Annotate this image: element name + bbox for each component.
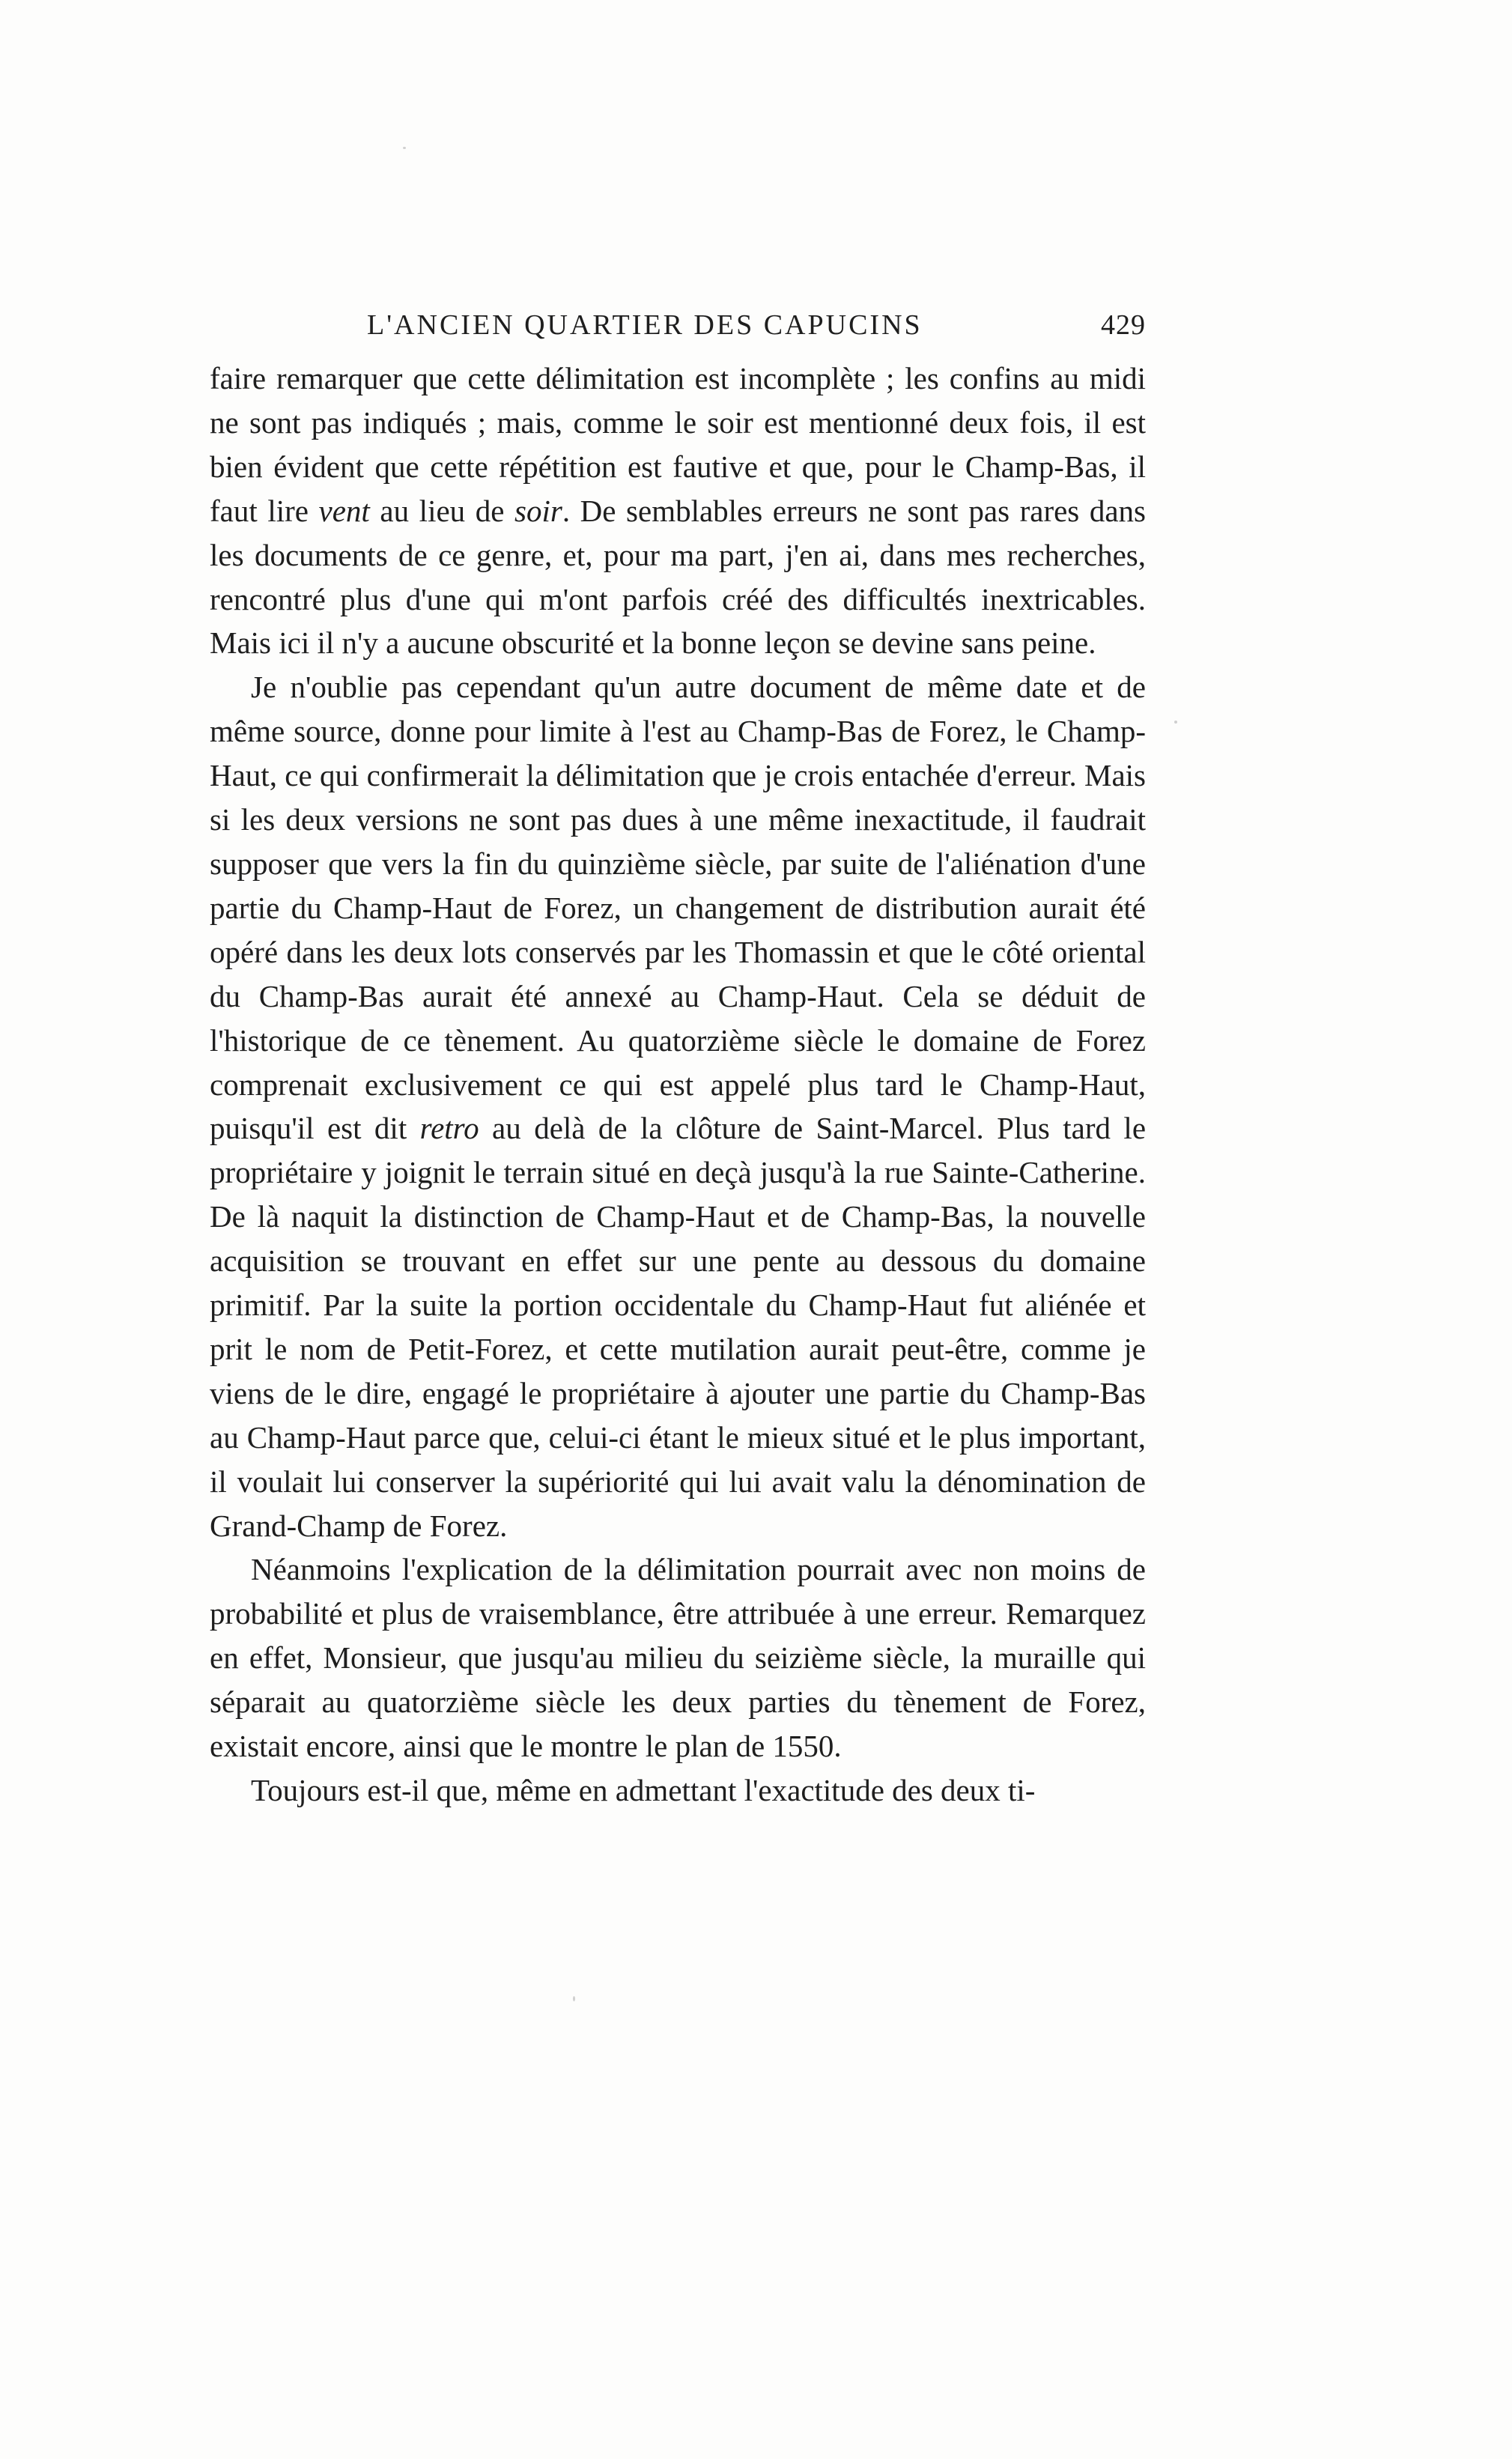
italic-word-retro: retro [419, 1111, 479, 1146]
paragraph-1 [210, 357, 1146, 665]
paragraph-1-part-3: . De semblables erreurs ne sont pas rares dans les documents de ce genre, et, pour ma part, j'en ai, dans mes recherches, rencontré plus d'une qui m'ont parfois créé des difficultés inextricables. Mais ici il n'y a aucune obscurité et la bonne leçon se devine sans peine. [210, 493, 1146, 661]
paragraph-2-part-2: au delà de la clôture de Saint-Marcel. Plus tard le propriétaire y joignit le terrain situé en deçà jusqu'à la rue Sainte-Catherine. De là naquit la distinction de Champ-Haut et de Champ-Bas, la nouvelle acquisition se trouvant en effet sur une pente au dessous du domaine primitif. Par la suite la portion occidentale du Champ-Haut fut aliénée et prit le nom de Petit-Forez, et cette mutilation aurait peut-être, comme je viens de le dire, engagé le propriétaire à ajouter une partie du Champ-Bas au Champ-Haut parce que, celui-ci étant le mieux situé et le plus important, il voulait lui conserver la supériorité qui lui avait valu la dénomination de Grand-Champ de Forez. [210, 1111, 1147, 1543]
paper-speck [1174, 721, 1177, 724]
running-title: L'ANCIEN QUARTIER DES CAPUCINS [367, 309, 923, 341]
running-head [210, 309, 1146, 354]
paragraph-2-part-1: Je n'oublie pas cependant qu'un autre document de même date et de même source, donne pour limite à l'est au Champ-Bas de Forez, le Champ-Haut, ce qui confirmerait la délimitation que je crois entachée d'erreur. Mais si les deux versions ne sont pas dues à une même inexactitude, il faudrait supposer que vers la fin du quinzième siècle, par suite de l'aliénation d'une partie du Champ-Haut de Forez, un changement de distribution aurait été opéré dans les deux lots conservés par les Thomassin et que le côté oriental du Champ-Bas aurait été annexé au Champ-Haut. Cela se déduit de l'historique de ce tènement. Au quatorzième siècle le domaine de Forez comprenait exclusivement ce qui est appelé plus tard le Champ-Haut, puisqu'il est dit [210, 670, 1146, 1146]
paper-speck [403, 147, 406, 149]
body-text [210, 357, 1146, 1813]
paragraph-1-part-2: au lieu de [369, 493, 515, 528]
paragraph-2 [210, 665, 1146, 1547]
paragraph-1-part-1: faire remarquer que cette délimitation est incomplète ; les confins au midi ne sont pas indiqués ; mais, comme le soir est mentionné deux fois, il est bien évident que cette répétition est fautive et que, pour le Champ-Bas, il faut lire [210, 361, 1146, 528]
paper-speck [573, 1996, 575, 2001]
page-number: 429 [1101, 309, 1146, 341]
paragraph-3: Néanmoins l'explication de la délimitation pourrait avec non moins de probabilité et plus de vraisemblance, être attribuée à une erreur. Remarquez en effet, Monsieur, que jusqu'au milieu du seizième siècle, la muraille qui séparait au quatorzième siècle les deux parties du tènement de Forez, existait encore, ainsi que le montre le plan de 1550. [210, 1552, 1146, 1764]
paragraph-4: Toujours est-il que, même en admettant l'exactitude des deux ti- [251, 1773, 1036, 1807]
italic-word-soir: soir [514, 493, 562, 528]
italic-word-vent: vent [318, 493, 370, 528]
